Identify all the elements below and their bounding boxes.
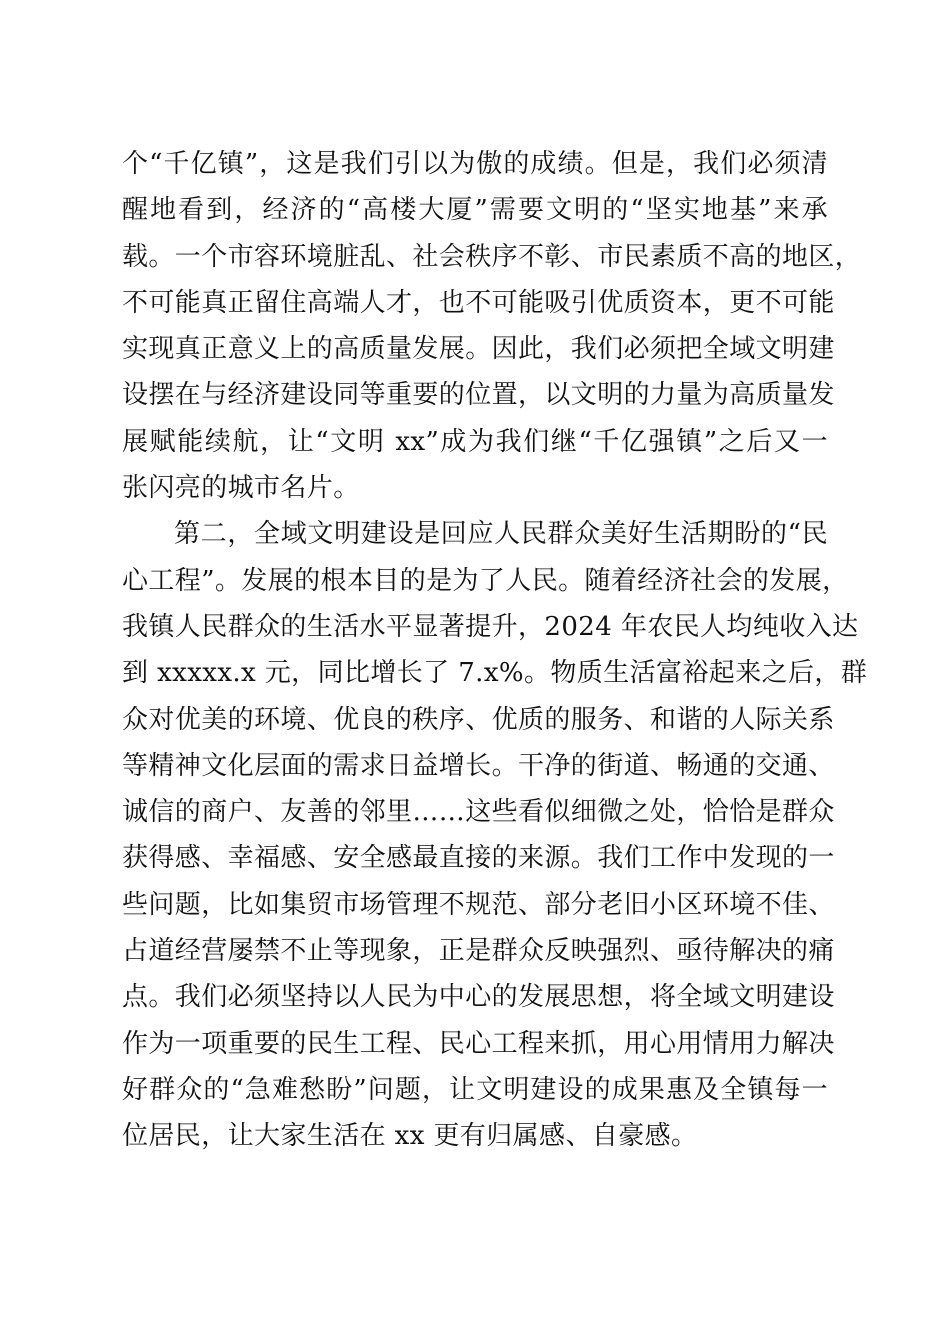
text-line: 载。一个市容环境脏乱、社会秩序不彰、市民素质不高的地区， bbox=[122, 241, 862, 272]
text-line: 到 xxxxx.x 元，同比增长了 7.x%。物质生活富裕起来之后，群 bbox=[122, 658, 868, 689]
text-line: 张闪亮的城市名片。 bbox=[122, 473, 360, 504]
text-line: 实现真正意义上的高质量发展。因此，我们必须把全域文明建 bbox=[122, 334, 835, 365]
paragraph-2 bbox=[122, 511, 868, 1159]
text-line: 位居民，让大家生活在 xx 更有归属感、自豪感。 bbox=[122, 1121, 698, 1152]
text-line: 展赋能续航，让“文明 xx”成为我们继“千亿强镇”之后又一 bbox=[122, 426, 828, 457]
text-line: 作为一项重要的民生工程、民心工程来抓，用心用情用力解决 bbox=[122, 1028, 835, 1059]
text-line: 设摆在与经济建设同等重要的位置，以文明的力量为高质量发 bbox=[122, 380, 835, 411]
text-line: 我镇人民群众的生活水平显著提升，2024 年农民人均纯收入达 bbox=[122, 611, 859, 642]
paragraph-1 bbox=[122, 141, 862, 511]
text-line: 等精神文化层面的需求日益增长。干净的街道、畅通的交通、 bbox=[122, 750, 835, 781]
text-line: 些问题，比如集贸市场管理不规范、部分老旧小区环境不佳、 bbox=[122, 889, 835, 920]
text-line: 个“千亿镇”，这是我们引以为傲的成绩。但是，我们必须清 bbox=[122, 149, 828, 179]
text-line: 醒地看到，经济的“高楼大厦”需要文明的“坚实地基”来承 bbox=[122, 195, 828, 226]
text-line: 获得感、幸福感、安全感最直接的来源。我们工作中发现的一 bbox=[122, 843, 835, 874]
text-line: 不可能真正留住高端人才，也不可能吸引优质资本，更不可能 bbox=[122, 287, 835, 318]
text-line: 心工程”。发展的根本目的是为了人民。随着经济社会的发展， bbox=[122, 565, 849, 596]
text-line: 占道经营屡禁不止等现象，正是群众反映强烈、亟待解决的痛 bbox=[122, 936, 835, 967]
text-line: 好群众的“急难愁盼”问题，让文明建设的成果惠及全镇每一 bbox=[122, 1074, 828, 1105]
document-body bbox=[122, 141, 868, 1160]
text-line: 第二，全域文明建设是回应人民群众美好生活期盼的“民 bbox=[174, 519, 828, 550]
text-line: 诚信的商户、友善的邻里……这些看似细微之处，恰恰是群众 bbox=[122, 797, 835, 828]
text-line: 众对优美的环境、优良的秩序、优质的服务、和谐的人际关系 bbox=[122, 704, 835, 735]
text-line: 点。我们必须坚持以人民为中心的发展思想，将全域文明建设 bbox=[122, 982, 835, 1013]
